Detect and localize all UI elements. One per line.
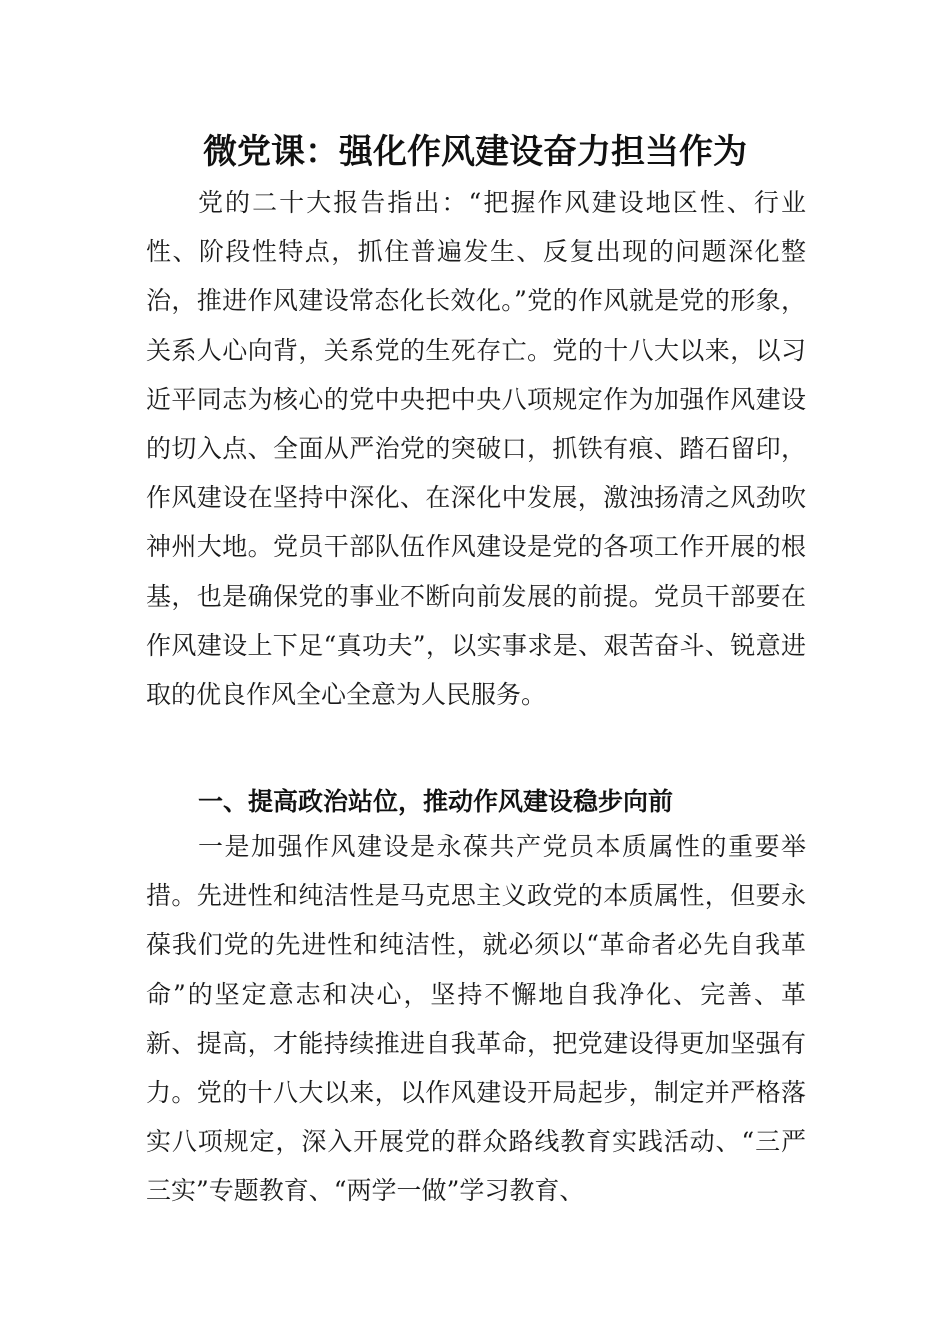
section-heading: 一、提高政治站位，推动作风建设稳步向前 <box>198 787 674 816</box>
document-title: 微党课：强化作风建设奋力担当作为 <box>203 132 747 172</box>
intro-paragraph: 党的二十大报告指出：“把握作风建设地区性、行业性、阶段性特点，抓住普遍发生、反复出现的问题深化整治，推进作风建设常态化长效化。”党的作风就是党的形象，关系人心向背，关系党的生死存亡。党的十八大以来，以习近平同志为核心的党中央把中央八项规定作为加强作风建设的切入点、全面从严治党的突破口，抓铁有痕、踏石留印，作风建设在坚持中深化、在深化中发展，激浊扬清之风劲吹神州大地。党员干部队伍作风建设是党的各项工作开展的根基，也是确保党的事业不断向前发展的前提。党员干部要在作风建设上下足“真功夫”，以实事求是、艰苦奋斗、锐意进取的优良作风全心全意为人民服务。 <box>146 188 806 710</box>
section-paragraph: 一是加强作风建设是永葆共产党员本质属性的重要举措。先进性和纯洁性是马克思主义政党的本质属性，但要永葆我们党的先进性和纯洁性，就必须以“革命者必先自我革命”的坚定意志和决心，坚持不懈地自我净化、完善、革新、提高，才能持续推进自我革命，把党建设得更加坚强有力。党的十八大以来，以作风建设开局起步，制定并严格落实八项规定，深入开展党的群众路线教育实践活动、“三严三实”专题教育、“两学一做”学习教育、 <box>146 832 806 1206</box>
